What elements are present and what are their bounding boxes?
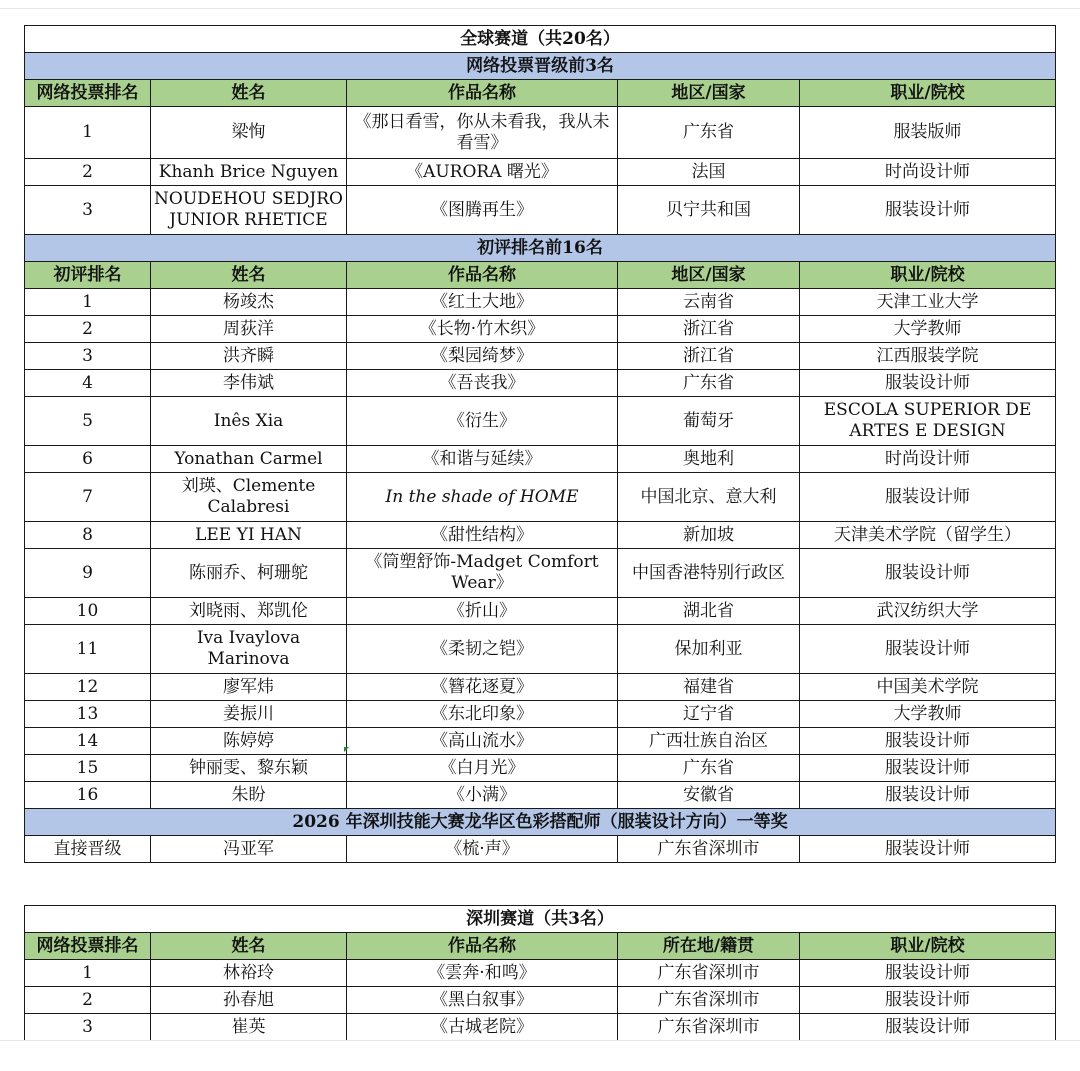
global-track-table <box>24 25 1056 863</box>
column-header: 地区/国家 <box>618 80 800 107</box>
work-title-cell: 《高山流水》 <box>347 728 618 755</box>
name-cell: 钟丽雯、黎东颖 <box>151 755 347 782</box>
review-section-title: 初评排名前16名 <box>25 235 1056 262</box>
name-cell: Khanh Brice Nguyen <box>151 159 347 186</box>
region-cell: 新加坡 <box>618 522 800 549</box>
work-title-cell: 《黑白叙事》 <box>347 987 618 1014</box>
occupation-cell: 服装设计师 <box>800 625 1056 674</box>
cell-comment-marker <box>344 747 349 752</box>
occupation-cell: 服装设计师 <box>800 755 1056 782</box>
occupation-cell: 大学教师 <box>800 316 1056 343</box>
shenzhen-track-table <box>24 905 1056 1041</box>
name-cell: NOUDEHOU SEDJRO JUNIOR RHETICE <box>151 186 347 235</box>
table-row <box>25 316 1056 343</box>
table-title-row <box>25 26 1056 53</box>
occupation-cell: 服装设计师 <box>800 186 1056 235</box>
name-cell: 李伟斌 <box>151 370 347 397</box>
table-row <box>25 782 1056 809</box>
region-cell: 广东省深圳市 <box>618 836 800 863</box>
name-cell: 梁恂 <box>151 107 347 159</box>
table-row <box>25 343 1056 370</box>
name-cell: 冯亚军 <box>151 836 347 863</box>
rank-cell: 16 <box>25 782 151 809</box>
rank-cell: 14 <box>25 728 151 755</box>
rank-cell: 2 <box>25 316 151 343</box>
rank-cell: 1 <box>25 107 151 159</box>
region-cell: 中国香港特别行政区 <box>618 549 800 598</box>
column-header: 作品名称 <box>347 262 618 289</box>
name-cell: 洪齐瞬 <box>151 343 347 370</box>
work-title-cell: In the shade of HOME <box>347 473 618 522</box>
award-section-title: 2026 年深圳技能大赛龙华区色彩搭配师（服装设计方向）一等奖 <box>25 809 1056 836</box>
column-header: 作品名称 <box>347 80 618 107</box>
name-cell: 朱盼 <box>151 782 347 809</box>
rank-cell: 4 <box>25 370 151 397</box>
table-row <box>25 289 1056 316</box>
column-header: 网络投票排名 <box>25 933 151 960</box>
name-cell: 陈丽乔、柯珊鸵 <box>151 549 347 598</box>
occupation-cell: 中国美术学院 <box>800 674 1056 701</box>
region-cell: 浙江省 <box>618 343 800 370</box>
region-cell: 广东省 <box>618 107 800 159</box>
occupation-cell: 服装设计师 <box>800 1014 1056 1041</box>
work-title-cell: 《吾丧我》 <box>347 370 618 397</box>
rank-cell: 13 <box>25 701 151 728</box>
occupation-cell: 武汉纺织大学 <box>800 598 1056 625</box>
rank-cell: 8 <box>25 522 151 549</box>
rank-cell: 10 <box>25 598 151 625</box>
region-cell: 湖北省 <box>618 598 800 625</box>
table-row <box>25 186 1056 235</box>
region-cell: 广东省 <box>618 370 800 397</box>
rank-cell: 15 <box>25 755 151 782</box>
name-cell: 姜振川 <box>151 701 347 728</box>
region-cell: 中国北京、意大利 <box>618 473 800 522</box>
column-header: 姓名 <box>151 80 347 107</box>
work-title-cell: 《筒塑舒饰-Madget Comfort Wear》 <box>347 549 618 598</box>
occupation-cell: 时尚设计师 <box>800 159 1056 186</box>
work-title-cell: 《小满》 <box>347 782 618 809</box>
table-row <box>25 446 1056 473</box>
region-cell: 广东省 <box>618 755 800 782</box>
column-header: 职业/院校 <box>800 933 1056 960</box>
work-title-cell: 《衍生》 <box>347 397 618 446</box>
rank-cell: 6 <box>25 446 151 473</box>
name-cell: 杨竣杰 <box>151 289 347 316</box>
table-title: 深圳赛道（共3名） <box>25 906 1056 933</box>
work-title-cell: 《折山》 <box>347 598 618 625</box>
column-header: 职业/院校 <box>800 262 1056 289</box>
rank-cell: 7 <box>25 473 151 522</box>
column-header-row <box>25 80 1056 107</box>
column-header: 姓名 <box>151 933 347 960</box>
work-title-cell: 《AURORA 曙光》 <box>347 159 618 186</box>
section-header-row <box>25 53 1056 80</box>
table-row <box>25 598 1056 625</box>
work-title-cell: 《簪花逐夏》 <box>347 674 618 701</box>
work-title-cell: 《长物·竹木织》 <box>347 316 618 343</box>
table-row <box>25 701 1056 728</box>
work-title-cell: 《古城老院》 <box>347 1014 618 1041</box>
column-header: 所在地/籍贯 <box>618 933 800 960</box>
name-cell: 崔英 <box>151 1014 347 1041</box>
work-title-cell: 《雲奔·和鸣》 <box>347 960 618 987</box>
occupation-cell: 大学教师 <box>800 701 1056 728</box>
column-header: 姓名 <box>151 262 347 289</box>
page-bottom-divider <box>0 1040 1080 1041</box>
region-cell: 辽宁省 <box>618 701 800 728</box>
name-cell: 廖军炜 <box>151 674 347 701</box>
work-title-cell: 《红土大地》 <box>347 289 618 316</box>
occupation-cell: 江西服装学院 <box>800 343 1056 370</box>
table-row <box>25 473 1056 522</box>
work-title-cell: 《那日看雪，你从未看我，我从未看雪》 <box>347 107 618 159</box>
page-top-divider <box>0 8 1080 9</box>
section-header-row <box>25 809 1056 836</box>
rank-cell: 1 <box>25 289 151 316</box>
work-title-cell: 《图腾再生》 <box>347 186 618 235</box>
work-title-cell: 《甜性结构》 <box>347 522 618 549</box>
table-row <box>25 960 1056 987</box>
column-header-row <box>25 262 1056 289</box>
table-row <box>25 728 1056 755</box>
vote-section-title: 网络投票晋级前3名 <box>25 53 1056 80</box>
table-row <box>25 1014 1056 1041</box>
name-cell: LEE YI HAN <box>151 522 347 549</box>
column-header: 职业/院校 <box>800 80 1056 107</box>
rank-cell: 1 <box>25 960 151 987</box>
occupation-cell: 服装设计师 <box>800 782 1056 809</box>
table-row <box>25 674 1056 701</box>
rank-cell: 11 <box>25 625 151 674</box>
region-cell: 贝宁共和国 <box>618 186 800 235</box>
table-title-row <box>25 906 1056 933</box>
name-cell: 刘瑛、Clemente Calabresi <box>151 473 347 522</box>
column-header: 地区/国家 <box>618 262 800 289</box>
name-cell: 刘晓雨、郑凯伦 <box>151 598 347 625</box>
table-row <box>25 987 1056 1014</box>
occupation-cell: 服装设计师 <box>800 960 1056 987</box>
rank-cell: 2 <box>25 987 151 1014</box>
occupation-cell: 服装设计师 <box>800 549 1056 598</box>
region-cell: 广东省深圳市 <box>618 960 800 987</box>
rank-cell: 12 <box>25 674 151 701</box>
occupation-cell: 时尚设计师 <box>800 446 1056 473</box>
rank-cell: 2 <box>25 159 151 186</box>
region-cell: 云南省 <box>618 289 800 316</box>
rank-cell: 3 <box>25 186 151 235</box>
table-row <box>25 107 1056 159</box>
table-row <box>25 836 1056 863</box>
table-row <box>25 370 1056 397</box>
table-row <box>25 625 1056 674</box>
occupation-cell: 天津美术学院（留学生） <box>800 522 1056 549</box>
region-cell: 浙江省 <box>618 316 800 343</box>
occupation-cell: 服装设计师 <box>800 473 1056 522</box>
work-title-cell: 《梳·声》 <box>347 836 618 863</box>
occupation-cell: 服装设计师 <box>800 728 1056 755</box>
name-cell: 周荻洋 <box>151 316 347 343</box>
occupation-cell: 天津工业大学 <box>800 289 1056 316</box>
table-row <box>25 549 1056 598</box>
occupation-cell: 服装设计师 <box>800 987 1056 1014</box>
region-cell: 保加利亚 <box>618 625 800 674</box>
name-cell: Yonathan Carmel <box>151 446 347 473</box>
table-row <box>25 755 1056 782</box>
column-header: 作品名称 <box>347 933 618 960</box>
rank-cell: 9 <box>25 549 151 598</box>
name-cell: Iva Ivaylova Marinova <box>151 625 347 674</box>
rank-cell: 3 <box>25 343 151 370</box>
region-cell: 奥地利 <box>618 446 800 473</box>
table-row <box>25 522 1056 549</box>
region-cell: 广西壮族自治区 <box>618 728 800 755</box>
work-title-cell: 《白月光》 <box>347 755 618 782</box>
section-header-row <box>25 235 1056 262</box>
work-title-cell: 《东北印象》 <box>347 701 618 728</box>
region-cell: 安徽省 <box>618 782 800 809</box>
column-header: 初评排名 <box>25 262 151 289</box>
work-title-cell: 《柔韧之铠》 <box>347 625 618 674</box>
region-cell: 福建省 <box>618 674 800 701</box>
rank-cell: 5 <box>25 397 151 446</box>
work-title-cell: 《和谐与延续》 <box>347 446 618 473</box>
name-cell: 林裕玲 <box>151 960 347 987</box>
work-title-cell: 《梨园绮梦》 <box>347 343 618 370</box>
region-cell: 广东省深圳市 <box>618 1014 800 1041</box>
occupation-cell: ESCOLA SUPERIOR DE ARTES E DESIGN <box>800 397 1056 446</box>
table-row <box>25 159 1056 186</box>
region-cell: 葡萄牙 <box>618 397 800 446</box>
column-header-row <box>25 933 1056 960</box>
rank-cell: 直接晋级 <box>25 836 151 863</box>
name-cell: 孙春旭 <box>151 987 347 1014</box>
name-cell: 陈婷婷 <box>151 728 347 755</box>
occupation-cell: 服装设计师 <box>800 836 1056 863</box>
region-cell: 法国 <box>618 159 800 186</box>
column-header: 网络投票排名 <box>25 80 151 107</box>
name-cell: Inês Xia <box>151 397 347 446</box>
table-title: 全球赛道（共20名） <box>25 26 1056 53</box>
rank-cell: 3 <box>25 1014 151 1041</box>
table-row <box>25 397 1056 446</box>
occupation-cell: 服装设计师 <box>800 370 1056 397</box>
region-cell: 广东省深圳市 <box>618 987 800 1014</box>
occupation-cell: 服装版师 <box>800 107 1056 159</box>
